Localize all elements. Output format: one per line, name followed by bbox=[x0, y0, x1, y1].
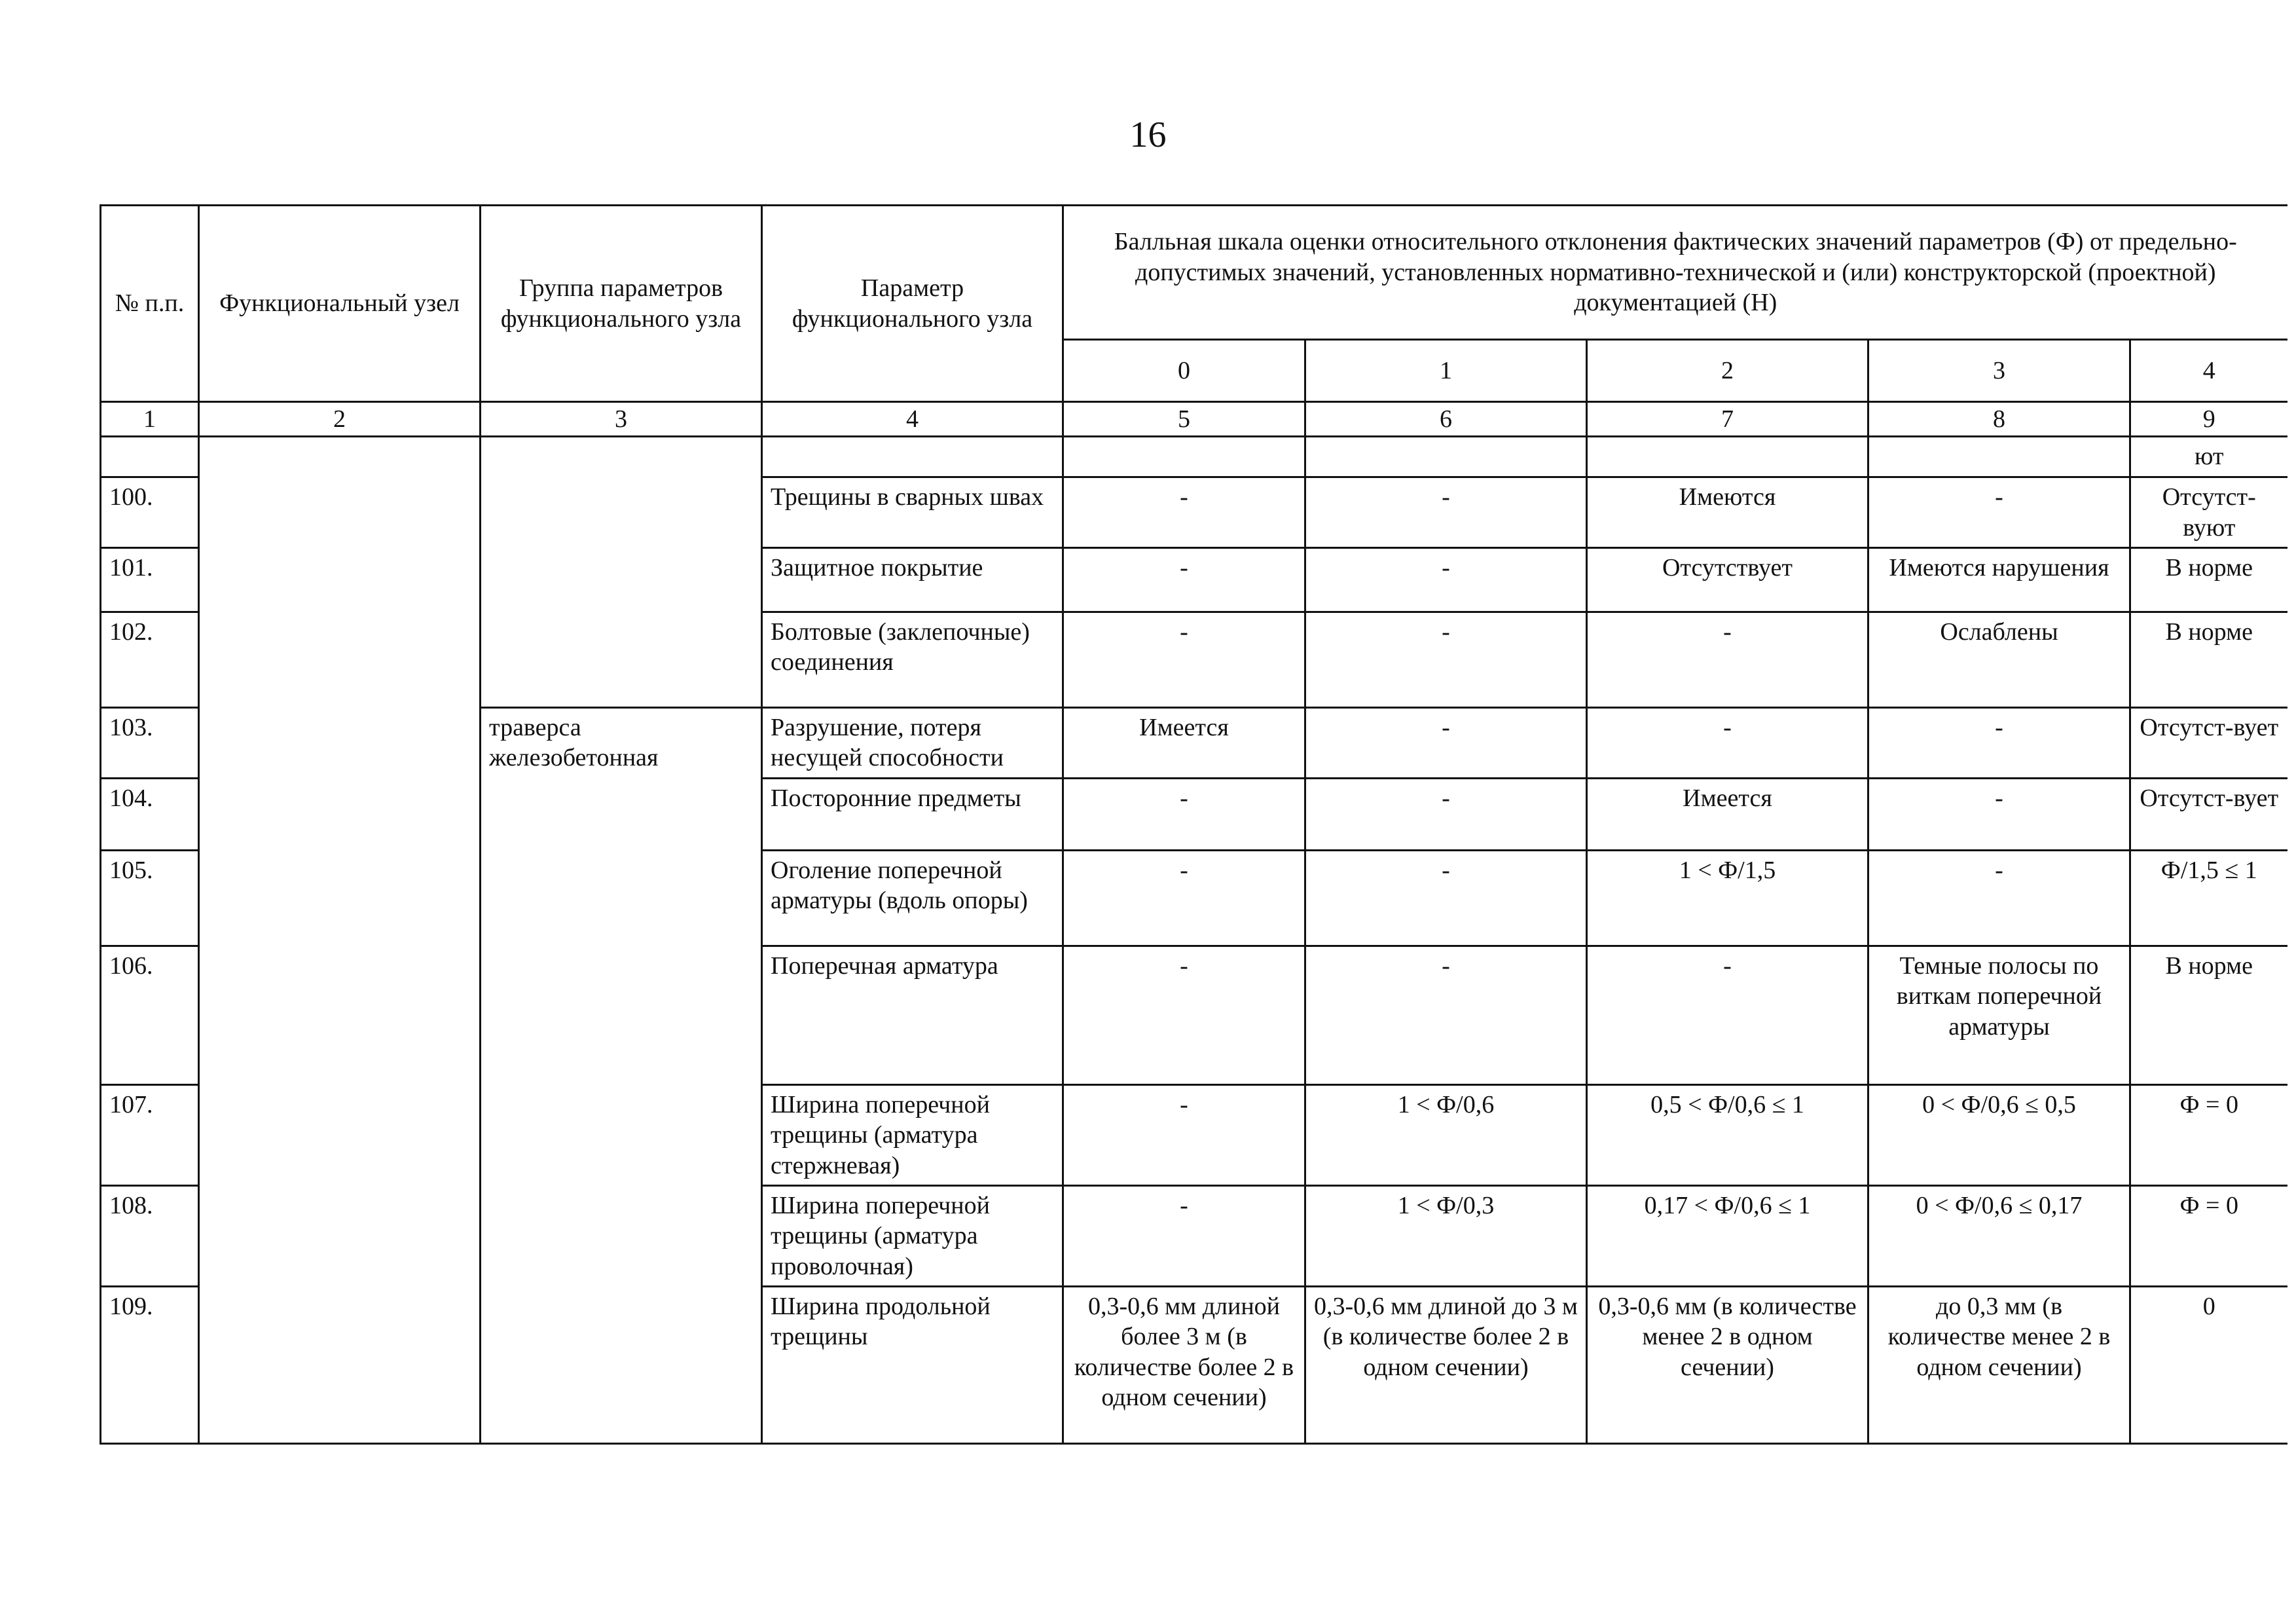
cell-score-2: 0,17 < Ф/0,6 ≤ 1 bbox=[1587, 1185, 1868, 1286]
cell-score-2 bbox=[1587, 437, 1868, 477]
score-1: 1 bbox=[1305, 340, 1587, 402]
cell-score-1: 0,3-0,6 мм длиной до 3 м (в количестве более 2 в одном сечении) bbox=[1305, 1286, 1587, 1443]
header-group: Группа параметров функционального узла bbox=[481, 206, 762, 402]
cell-score-3: - bbox=[1868, 850, 2130, 946]
page-number: 16 bbox=[1129, 115, 1167, 155]
cell-score-4: В норме bbox=[2130, 612, 2287, 708]
cell-group bbox=[481, 437, 762, 708]
cell-score-3: 0 < Ф/0,6 ≤ 0,5 bbox=[1868, 1084, 2130, 1185]
cell-score-1: - bbox=[1305, 850, 1587, 946]
cell-num bbox=[101, 437, 199, 477]
cell-score-3: Имеются нарушения bbox=[1868, 548, 2130, 612]
cell-score-3: Ослаблены bbox=[1868, 612, 2130, 708]
assessment-table bbox=[100, 204, 2287, 1445]
col-number-9: 9 bbox=[2130, 402, 2287, 437]
cell-score-0: - bbox=[1063, 477, 1305, 548]
cell-score-0: Имеется bbox=[1063, 708, 1305, 779]
table-row bbox=[101, 437, 2287, 477]
cell-score-4: Отсутст-вуют bbox=[2130, 477, 2287, 548]
cell-score-0: - bbox=[1063, 946, 1305, 1084]
score-0: 0 bbox=[1063, 340, 1305, 402]
cell-score-3: до 0,3 мм (в количестве менее 2 в одном сечении) bbox=[1868, 1286, 2130, 1443]
cell-score-2: 0,3-0,6 мм (в количестве менее 2 в одном сечении) bbox=[1587, 1286, 1868, 1443]
cell-score-0: - bbox=[1063, 1084, 1305, 1185]
cell-param: Ширина поперечной трещины (арматура стержневая) bbox=[762, 1084, 1063, 1185]
cell-param: Оголение поперечной арматуры (вдоль опоры) bbox=[762, 850, 1063, 946]
cell-score-4: В норме bbox=[2130, 548, 2287, 612]
cell-num: 100. bbox=[101, 477, 199, 548]
cell-score-0: - bbox=[1063, 548, 1305, 612]
cell-score-2: - bbox=[1587, 946, 1868, 1084]
score-2: 2 bbox=[1587, 340, 1868, 402]
cell-score-1: - bbox=[1305, 778, 1587, 850]
cell-num: 103. bbox=[101, 708, 199, 779]
col-number-2: 2 bbox=[199, 402, 481, 437]
cell-score-4: ют bbox=[2130, 437, 2287, 477]
cell-score-0: - bbox=[1063, 850, 1305, 946]
cell-param: Болтовые (заклепочные) соединения bbox=[762, 612, 1063, 708]
cell-num: 107. bbox=[101, 1084, 199, 1185]
cell-score-3: - bbox=[1868, 708, 2130, 779]
cell-param: Трещины в сварных швах bbox=[762, 477, 1063, 548]
cell-param: Посторонние предметы bbox=[762, 778, 1063, 850]
cell-score-3 bbox=[1868, 437, 2130, 477]
cell-num: 109. bbox=[101, 1286, 199, 1443]
cell-param bbox=[762, 437, 1063, 477]
column-number-row bbox=[101, 402, 2287, 437]
cell-group: траверса железобетонная bbox=[481, 708, 762, 1444]
cell-score-3: - bbox=[1868, 477, 2130, 548]
cell-score-1: - bbox=[1305, 708, 1587, 779]
cell-param: Поперечная арматура bbox=[762, 946, 1063, 1084]
cell-score-1: 1 < Ф/0,6 bbox=[1305, 1084, 1587, 1185]
col-number-7: 7 bbox=[1587, 402, 1868, 437]
header-node: Функциональный узел bbox=[199, 206, 481, 402]
cell-score-4: Ф/1,5 ≤ 1 bbox=[2130, 850, 2287, 946]
cell-num: 106. bbox=[101, 946, 199, 1084]
col-number-6: 6 bbox=[1305, 402, 1587, 437]
cell-num: 102. bbox=[101, 612, 199, 708]
cell-node bbox=[199, 437, 481, 1444]
cell-score-3: 0 < Ф/0,6 ≤ 0,17 bbox=[1868, 1185, 2130, 1286]
cell-score-0: 0,3-0,6 мм длиной более 3 м (в количестве более 2 в одном сечении) bbox=[1063, 1286, 1305, 1443]
cell-score-0: - bbox=[1063, 1185, 1305, 1286]
header-scale: Балльная шкала оценки относительного отклонения фактических значений параметров (Ф) от предельно-допустимых значений, установленных нормативно-технической и (или) конструкторской (проектной) документацией (Н) bbox=[1063, 206, 2287, 340]
cell-score-2: - bbox=[1587, 612, 1868, 708]
cell-score-4: В норме bbox=[2130, 946, 2287, 1084]
score-3: 3 bbox=[1868, 340, 2130, 402]
col-number-5: 5 bbox=[1063, 402, 1305, 437]
cell-num: 105. bbox=[101, 850, 199, 946]
cell-score-1: - bbox=[1305, 477, 1587, 548]
score-4: 4 bbox=[2130, 340, 2287, 402]
header-num: № п.п. bbox=[101, 206, 199, 402]
cell-score-0: - bbox=[1063, 612, 1305, 708]
cell-score-4: 0 bbox=[2130, 1286, 2287, 1443]
col-number-3: 3 bbox=[481, 402, 762, 437]
col-number-8: 8 bbox=[1868, 402, 2130, 437]
header-row bbox=[101, 206, 2287, 340]
cell-param: Защитное покрытие bbox=[762, 548, 1063, 612]
cell-score-3: Темные полосы по виткам поперечной арматуры bbox=[1868, 946, 2130, 1084]
cell-param: Ширина поперечной трещины (арматура проволочная) bbox=[762, 1185, 1063, 1286]
cell-score-1: 1 < Ф/0,3 bbox=[1305, 1185, 1587, 1286]
cell-score-3: - bbox=[1868, 778, 2130, 850]
cell-score-1: - bbox=[1305, 548, 1587, 612]
cell-score-1: - bbox=[1305, 946, 1587, 1084]
cell-score-2: Отсутствует bbox=[1587, 548, 1868, 612]
cell-score-4: Ф = 0 bbox=[2130, 1084, 2287, 1185]
col-number-4: 4 bbox=[762, 402, 1063, 437]
cell-param: Разрушение, потеря несущей способности bbox=[762, 708, 1063, 779]
cell-score-4: Отсутст-вует bbox=[2130, 778, 2287, 850]
cell-score-0: - bbox=[1063, 778, 1305, 850]
cell-score-1 bbox=[1305, 437, 1587, 477]
cell-num: 108. bbox=[101, 1185, 199, 1286]
cell-score-2: 0,5 < Ф/0,6 ≤ 1 bbox=[1587, 1084, 1868, 1185]
cell-score-0 bbox=[1063, 437, 1305, 477]
cell-score-2: Имеются bbox=[1587, 477, 1868, 548]
header-param: Параметр функционального узла bbox=[762, 206, 1063, 402]
cell-score-2: 1 < Ф/1,5 bbox=[1587, 850, 1868, 946]
cell-param: Ширина продольной трещины bbox=[762, 1286, 1063, 1443]
cell-score-4: Ф = 0 bbox=[2130, 1185, 2287, 1286]
cell-score-2: - bbox=[1587, 708, 1868, 779]
col-number-1: 1 bbox=[101, 402, 199, 437]
cell-num: 101. bbox=[101, 548, 199, 612]
cell-score-4: Отсутст-вует bbox=[2130, 708, 2287, 779]
cell-score-2: Имеется bbox=[1587, 778, 1868, 850]
cell-num: 104. bbox=[101, 778, 199, 850]
cell-score-1: - bbox=[1305, 612, 1587, 708]
